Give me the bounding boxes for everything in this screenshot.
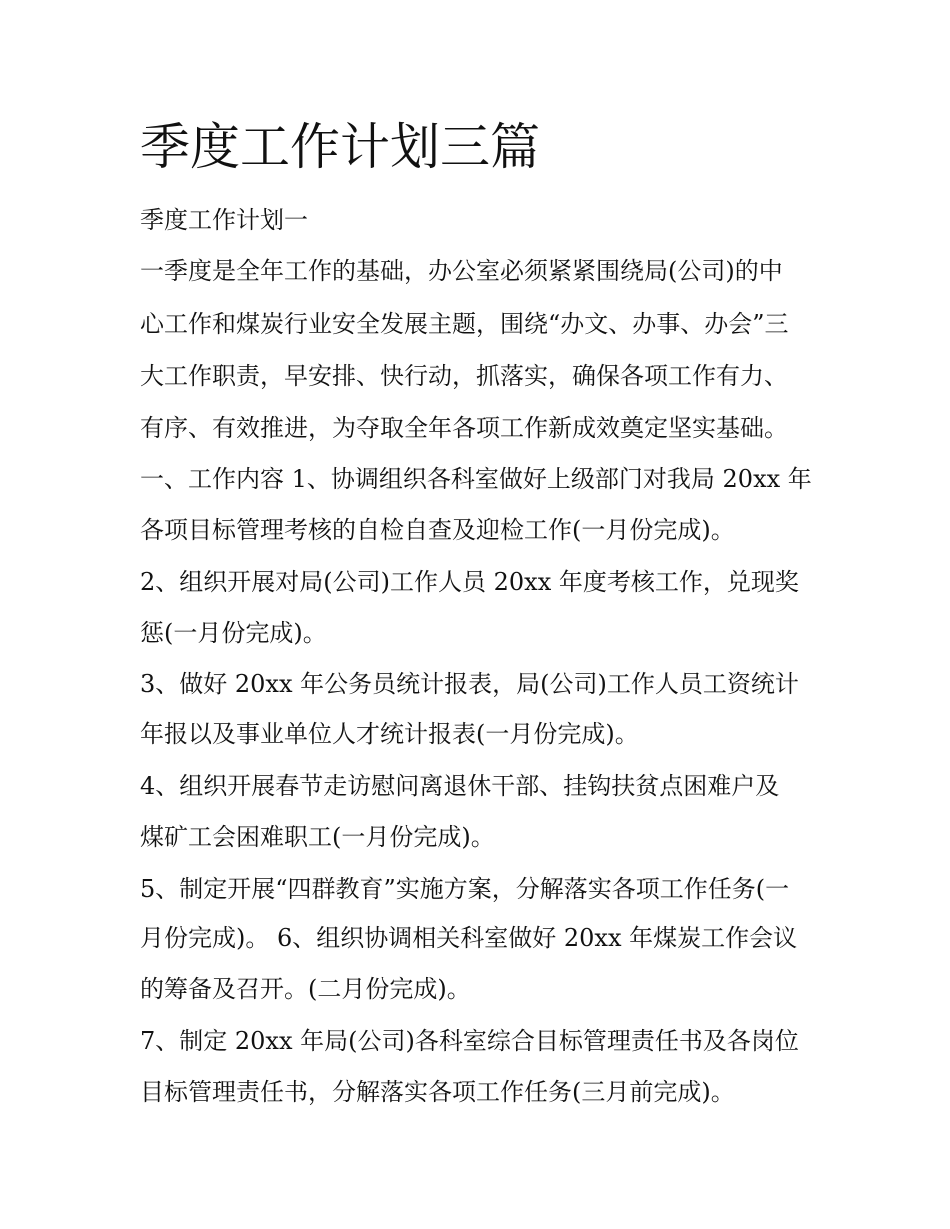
paragraph-line: 年报以及事业单位人才统计报表(一月份完成)。: [140, 720, 639, 748]
paragraph-line: 3、做好 20xx 年公务员统计报表，局(公司)工作人员工资统计: [140, 670, 799, 698]
paragraph-line: 目标管理责任书，分解落实各项工作任务(三月前完成)。: [140, 1078, 735, 1106]
paragraph-line: 煤矿工会困难职工(一月份完成)。: [140, 823, 495, 851]
paragraph-line: 2、组织开展对局(公司)工作人员 20xx 年度考核工作，兑现奖: [140, 568, 799, 596]
paragraph-line: 5、制定开展“四群教育”实施方案，分解落实各项工作任务(一: [140, 875, 790, 903]
section-heading: 季度工作计划一: [140, 206, 308, 234]
paragraph-line: 各项目标管理考核的自检自查及迎检工作(一月份完成)。: [140, 516, 735, 544]
paragraph-line: 一、工作内容 1、协调组织各科室做好上级部门对我局 20xx 年: [140, 465, 812, 493]
document-title: 季度工作计划三篇: [140, 118, 540, 176]
paragraph-line: 心工作和煤炭行业安全发展主题，围绕“办文、办事、办会”三: [140, 310, 789, 338]
paragraph-line: 4、组织开展春节走访慰问离退休干部、挂钩扶贫点困难户及: [140, 772, 780, 800]
paragraph-line: 惩(一月份完成)。: [140, 619, 327, 647]
paragraph-line: 有序、有效推进，为夺取全年各项工作新成效奠定坚实基础。: [140, 414, 788, 442]
paragraph-line: 月份完成)。 6、组织协调相关科室做好 20xx 年煤炭工作会议: [140, 924, 798, 952]
paragraph-line: 的筹备及召开。(二月份完成)。: [140, 975, 471, 1003]
paragraph-line: 7、制定 20xx 年局(公司)各科室综合目标管理责任书及各岗位: [140, 1027, 799, 1055]
paragraph-line: 一季度是全年工作的基础，办公室必须紧紧围绕局(公司)的中: [140, 257, 783, 285]
paragraph-line: 大工作职责，早安排、快行动，抓落实，确保各项工作有力、: [140, 362, 788, 390]
